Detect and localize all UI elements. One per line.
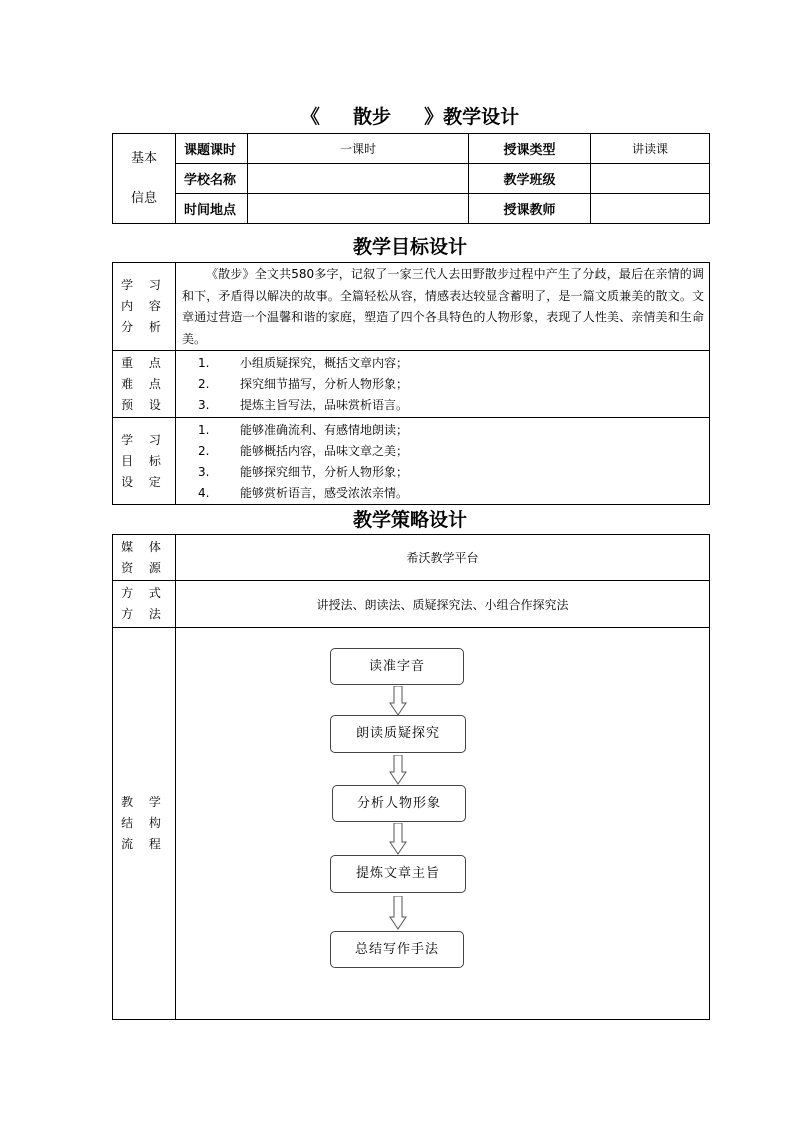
- lesson-type-value[interactable]: 讲读课: [591, 134, 710, 164]
- media-value: 希沃教学平台: [176, 535, 710, 581]
- label-line: 媒 体: [121, 539, 167, 554]
- title-close-bracket: 》教学设计: [424, 106, 520, 128]
- label-line: 学 习: [121, 278, 167, 292]
- basic-label-line-1: 基本: [130, 150, 157, 166]
- flow-step-box: 提炼文章主旨: [330, 855, 466, 893]
- title-open-bracket: 《: [300, 106, 320, 128]
- label-line: 教 学: [121, 795, 167, 809]
- down-arrow-icon: [389, 686, 407, 716]
- down-arrow-icon: [389, 823, 407, 855]
- list-item-number: 3.: [198, 465, 210, 479]
- goals-section-heading: 教学目标设计: [352, 236, 467, 258]
- list-item-number: 1.: [198, 356, 210, 370]
- label-line: 结 构: [121, 816, 167, 830]
- topic-period-value[interactable]: 一课时: [248, 134, 469, 164]
- label-line: 预 设: [121, 397, 167, 412]
- list-item-text: 小组质疑探究，概括文章内容；: [240, 356, 409, 370]
- teacher-label: 授课教师: [469, 194, 591, 224]
- list-item-number: 2.: [198, 377, 210, 391]
- list-item-text: 能够探究细节，分析人物形象；: [240, 465, 409, 479]
- methods-value: 讲授法、朗读法、质疑探究法、小组合作探究法: [176, 581, 710, 628]
- label-line: 设 定: [121, 474, 167, 489]
- topic-period-label: 课题课时: [176, 134, 248, 164]
- strategy-section-heading: 教学策略设计: [352, 509, 467, 531]
- flow-step-box: 读准字音: [330, 648, 464, 685]
- label-line: 资 源: [121, 560, 167, 575]
- list-item-text: 提炼主旨写法，品味赏析语言。: [240, 398, 409, 412]
- list-item-number: 1.: [198, 423, 210, 437]
- list-item-text: 能够赏析语言，感受浓浓亲情。: [240, 486, 409, 500]
- flow-step-box: 总结写作手法: [330, 931, 464, 968]
- school-name-label: 学校名称: [176, 164, 248, 194]
- down-arrow-icon: [389, 755, 407, 785]
- down-arrow-icon: [389, 896, 407, 930]
- label-line: 方 式: [121, 586, 167, 600]
- title-lesson-name: 散步: [352, 106, 391, 128]
- label-line: 分 析: [121, 320, 167, 334]
- content-analysis-text: 《散步》全文共580多字，记叙了一家三代人去田野散步过程中产生了分歧，最后在亲情的调和下，矛盾得以解决的故事。全篇轻松从容，情感表达较显含蓄明了，是一篇文质兼美的散文。文章通过营造一个温馨和谐的家庭，塑造了四个各具特色的人物形象，表现了人性美、亲情美和生命美。: [182, 267, 704, 346]
- lesson-type-label: 授课类型: [469, 134, 591, 164]
- label-line: 内 容: [121, 299, 167, 313]
- list-item-text: 能够准确流利、有感情地朗读；: [240, 423, 409, 437]
- list-item-number: 4.: [198, 486, 210, 500]
- list-item-text: 能够概括内容，品味文章之美；: [240, 444, 409, 458]
- list-item-number: 3.: [198, 398, 210, 412]
- label-line: 难 点: [121, 376, 167, 391]
- label-line: 方 法: [121, 607, 167, 621]
- list-item-number: 2.: [198, 444, 210, 458]
- list-item-text: 探究细节描写，分析人物形象；: [240, 377, 409, 391]
- label-line: 流 程: [121, 837, 167, 851]
- time-place-label: 时间地点: [176, 194, 248, 224]
- flow-step-box: 分析人物形象: [332, 785, 466, 822]
- flow-step-box: 朗读质疑探究: [330, 715, 466, 753]
- label-line: 重 点: [121, 355, 167, 370]
- basic-label-line-2: 信息: [130, 190, 157, 206]
- label-line: 学 习: [121, 432, 167, 447]
- class-label: 教学班级: [469, 164, 591, 194]
- label-line: 目 标: [121, 453, 167, 468]
